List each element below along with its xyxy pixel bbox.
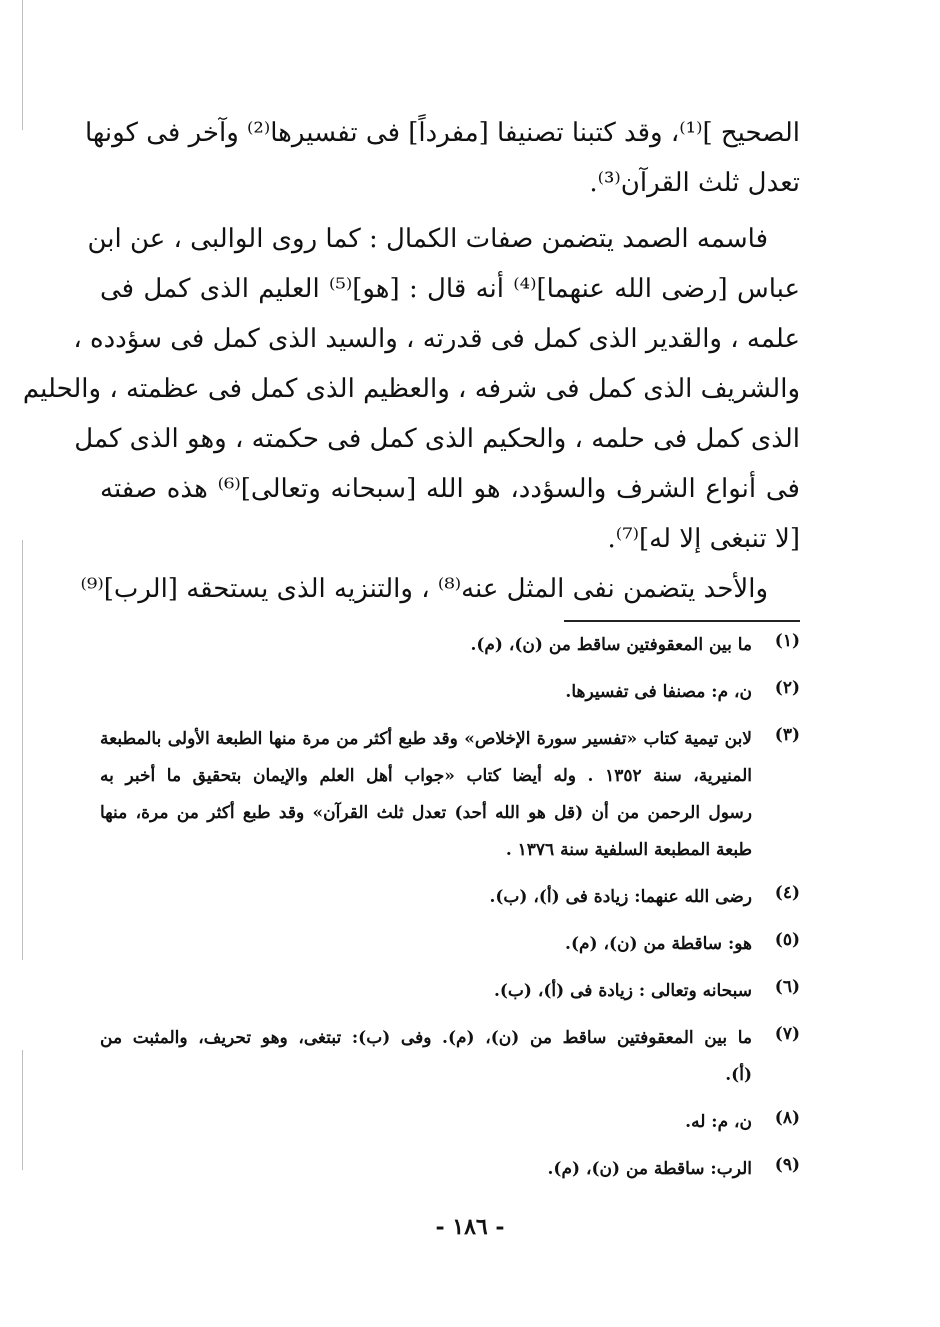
footnote-number: (٧)	[774, 1024, 800, 1044]
footnote-text: رسول الرحمن من أن (قل هو الله أحد) تعدل ثلث القرآن» وقد طبع أكثر من مرة، منها	[100, 803, 752, 823]
footnote-number: (٦)	[774, 977, 800, 997]
body-line: والأحد يتضمن نفى المثل عنه⁽⁸⁾ ، والتنزيه الذى يستحقه [الرب]⁽⁹⁾	[80, 574, 768, 604]
scan-edge-line	[22, 540, 23, 960]
body-line: فاسمه الصمد يتضمن صفات الكمال : كما روى الوالبى ، عن ابن	[87, 224, 768, 254]
footnote-number: (٢)	[774, 678, 800, 698]
footnote-text: (أ).	[725, 1065, 752, 1085]
footnote	[100, 721, 800, 869]
footnote-text: ن، م: مصنفا فى تفسيرها.	[565, 682, 752, 702]
body-line: [لا تنبغى إلا له]⁽⁷⁾.	[607, 524, 800, 554]
footnote-number: (٤)	[774, 883, 800, 903]
footnote-number: (١)	[774, 631, 800, 651]
body-line: والشريف الذى كمل فى شرفه ، والعظيم الذى كمل فى عظمته ، والحليم	[22, 374, 800, 404]
footnote-number: (٥)	[774, 930, 800, 950]
footnote	[100, 627, 800, 664]
footnote-number: (٣)	[774, 725, 800, 745]
scan-edge-line	[22, 0, 23, 130]
footnote	[100, 879, 800, 916]
footnote	[100, 973, 800, 1010]
footnote-text: ن، م: له.	[685, 1112, 752, 1132]
footnote-text: لابن تيمية كتاب «تفسير سورة الإخلاص» وقد طبع أكثر من مرة منها الطبعة الأولى بالمطبعة	[100, 729, 752, 749]
footnote-number: (٩)	[774, 1155, 800, 1175]
footnote-text: طبعة المطبعة السلفية سنة ١٣٧٦ .	[505, 840, 752, 860]
footnote-separator	[564, 620, 800, 622]
footnote-text: ما بين المعقوفتين ساقط من (ن)، (م). وفى (ب): تبتغى، وهو تحريف، والمثبت من	[100, 1028, 752, 1048]
body-line: الصحيح ]⁽¹⁾، وقد كتبنا تصنيفا [مفرداً] فى تفسيرها⁽²⁾ وآخر فى كونها	[84, 118, 800, 148]
body-line: الذى كمل فى حلمه ، والحكيم الذى كمل فى حكمته ، وهو الذى كمل	[74, 424, 800, 454]
footnote	[100, 1104, 800, 1141]
page-body	[22, 108, 801, 1198]
footnote	[100, 926, 800, 963]
footnote-text: المنيرية، سنة ١٣٥٢ . وله أيضا كتاب «جواب أهل العلم والإيمان بتحقيق ما أخبر به	[100, 766, 752, 786]
footnote-text: الرب: ساقطة من (ن)، (م).	[547, 1159, 752, 1179]
footnote-text: هو: ساقطة من (ن)، (م).	[565, 934, 752, 954]
scan-edge-line	[22, 1050, 23, 1170]
footnote	[100, 674, 800, 711]
footnote	[100, 1151, 800, 1188]
body-line: فى أنواع الشرف والسؤدد، هو الله [سبحانه وتعالى]⁽⁶⁾ هذه صفته	[100, 474, 800, 504]
footnote-number: (٨)	[774, 1108, 800, 1128]
footnote-text: سبحانه وتعالى : زيادة فى (أ)، (ب).	[493, 981, 752, 1001]
footnote-text: رضى الله عنهما: زيادة فى (أ)، (ب).	[489, 887, 752, 907]
body-line: تعدل ثلث القرآن⁽³⁾.	[589, 168, 800, 198]
footnote-text: ما بين المعقوفتين ساقط من (ن)، (م).	[470, 635, 752, 655]
footnote	[100, 1020, 800, 1094]
body-line: عباس [رضى الله عنهما]⁽⁴⁾ أنه قال : [هو]⁽⁵⁾ العليم الذى كمل فى	[100, 274, 801, 304]
body-line: علمه ، والقدير الذى كمل فى قدرته ، والسيد الذى كمل فى سؤدده ،	[73, 324, 800, 354]
page-number: - ١٨٦ -	[435, 1214, 505, 1240]
